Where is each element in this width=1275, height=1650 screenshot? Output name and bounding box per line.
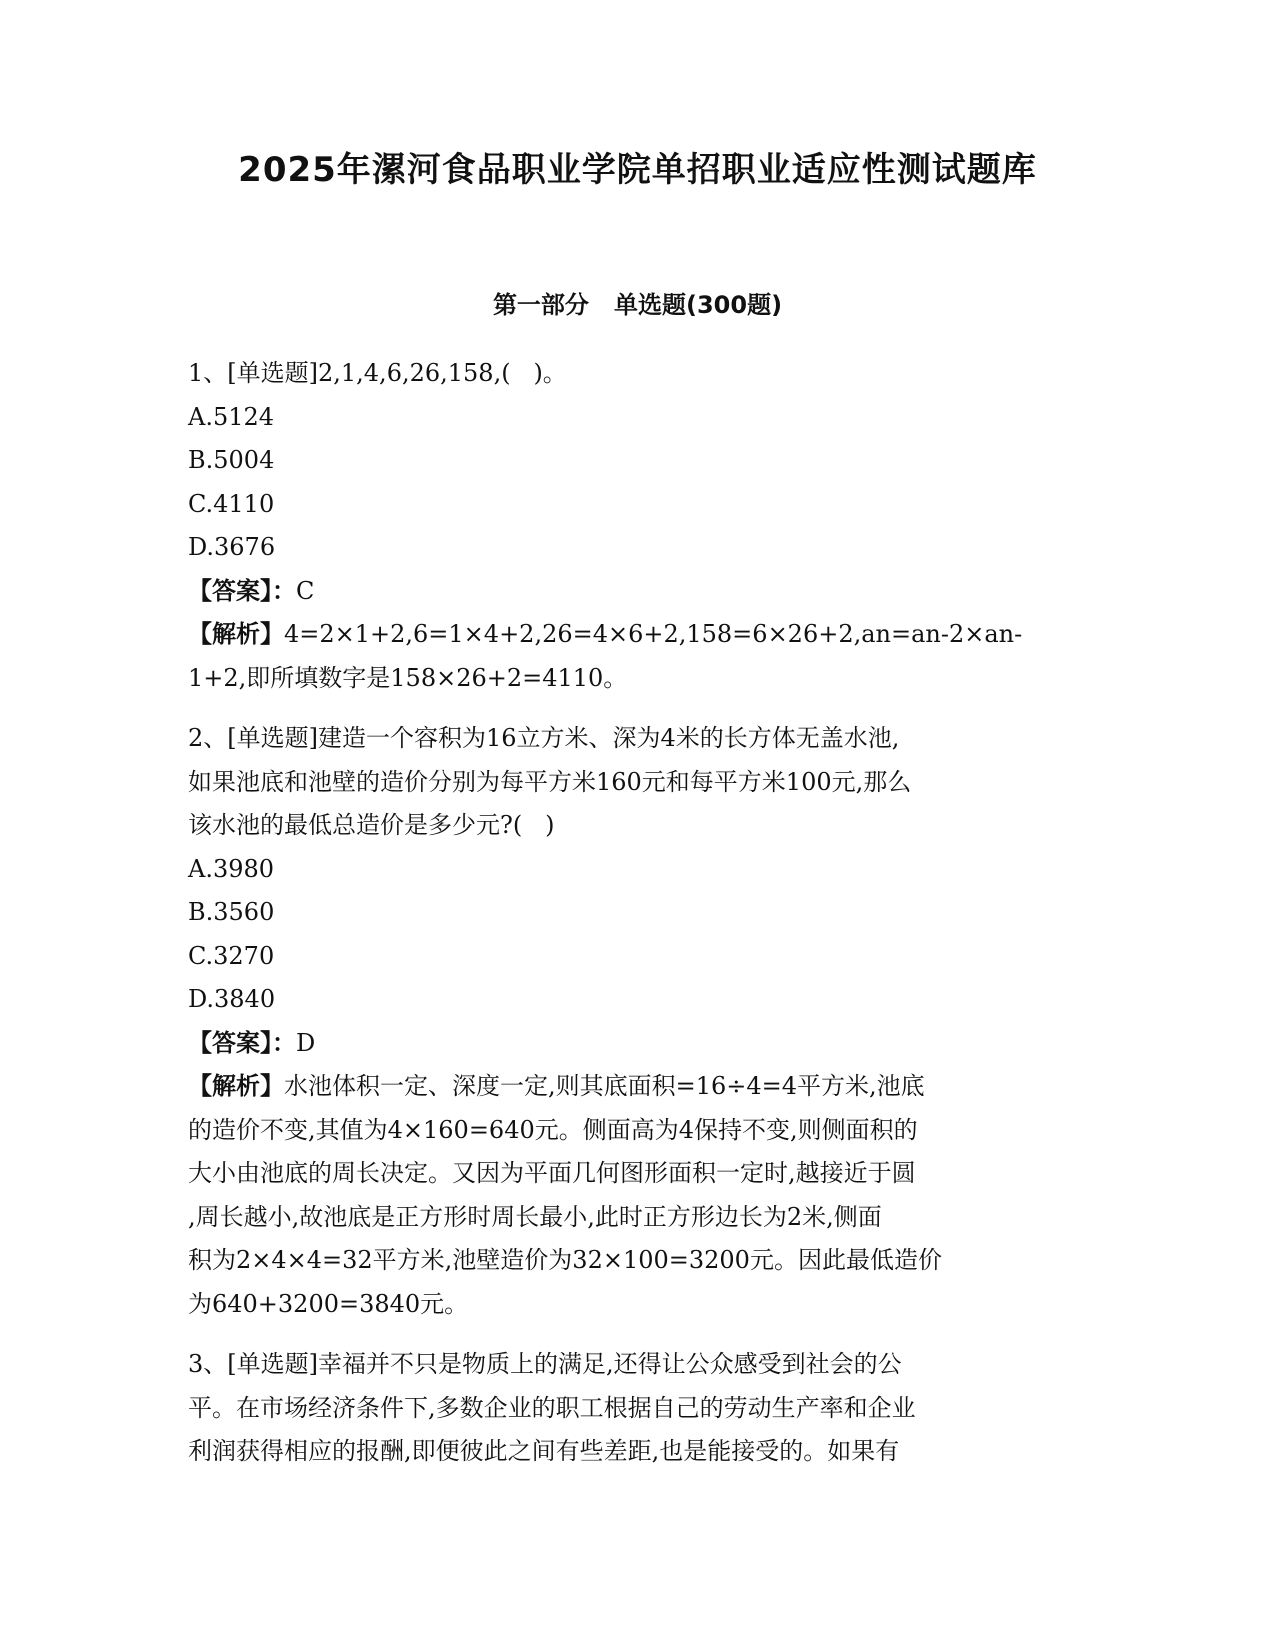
answer-value: C — [296, 576, 315, 605]
answer-label: 【答案】 — [188, 1028, 272, 1057]
answer-separator: ： — [272, 576, 296, 605]
analysis-line: 积为2×4×4=32平方米,池壁造价为32×100=3200元。因此最低造价 — [188, 1246, 942, 1274]
question-stem: 2、[单选题]建造一个容积为16立方米、深为4米的长方体无盖水池, — [188, 724, 900, 752]
question-stem: 3、[单选题]幸福并不只是物质上的满足,还得让公众感受到社会的公 — [188, 1350, 902, 1378]
question-stem: 1、[单选题]2,1,4,6,26,158,( )。 — [188, 359, 567, 387]
answer-separator: ： — [272, 1028, 296, 1057]
analysis-line — [188, 613, 1088, 657]
option-b: B.3560 — [188, 898, 275, 926]
analysis-label: 【解析】 — [188, 620, 284, 648]
answer-line — [188, 570, 1088, 614]
analysis-line: 1+2,即所填数字是158×26+2=4110。 — [188, 663, 628, 692]
analysis-text: 4=2×1+2,6=1×4+2,26=4×6+2,158=6×26+2,an=an-2×an- — [284, 620, 1023, 648]
analysis-line — [188, 1065, 1088, 1109]
question-1 — [188, 352, 1088, 700]
analysis-line: 大小由池底的周长决定。又因为平面几何图形面积一定时,越接近于圆 — [188, 1159, 916, 1187]
answer-value: D — [296, 1028, 316, 1057]
option-c: C.4110 — [188, 489, 275, 518]
question-stem: 利润获得相应的报酬,即便彼此之间有些差距,也是能接受的。如果有 — [188, 1437, 900, 1465]
question-3 — [188, 1343, 1088, 1474]
question-stem: 如果池底和池壁的造价分别为每平方米160元和每平方米100元,那么 — [188, 767, 912, 796]
question-stem: 平。在市场经济条件下,多数企业的职工根据自己的劳动生产率和企业 — [188, 1393, 916, 1422]
answer-line — [188, 1022, 1088, 1066]
option-a: A.3980 — [188, 854, 275, 883]
option-c: C.3270 — [188, 941, 275, 970]
option-d: D.3840 — [188, 985, 276, 1013]
option-d: D.3676 — [188, 533, 276, 561]
section-title: 第一部分 单选题(300题) — [492, 291, 783, 319]
question-list — [188, 352, 1088, 1474]
option-b: B.5004 — [188, 446, 275, 474]
analysis-line: ,周长越小,故池底是正方形时周长最小,此时正方形边长为2米,侧面 — [188, 1202, 882, 1231]
question-stem: 该水池的最低总造价是多少元?( ) — [188, 811, 555, 839]
document-title: 2025年漯河食品职业学院单招职业适应性测试题库 — [238, 150, 1037, 190]
question-2 — [188, 717, 1088, 1326]
option-a: A.5124 — [188, 402, 275, 431]
answer-label: 【答案】 — [188, 576, 272, 605]
analysis-label: 【解析】 — [188, 1072, 284, 1100]
analysis-line: 的造价不变,其值为4×160=640元。侧面高为4保持不变,则侧面积的 — [188, 1115, 918, 1144]
analysis-line: 为640+3200=3840元。 — [188, 1289, 469, 1318]
analysis-text: 水池体积一定、深度一定,则其底面积=16÷4=4平方米,池底 — [284, 1072, 925, 1100]
